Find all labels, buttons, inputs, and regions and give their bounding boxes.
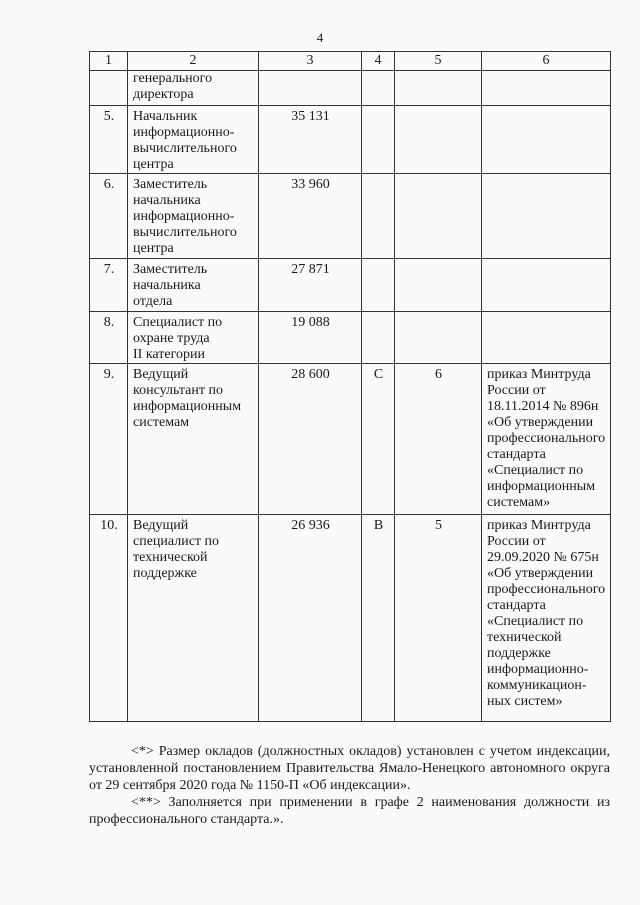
position-line: начальника — [133, 278, 201, 293]
standard-line: стандарта — [487, 598, 546, 613]
standard-line: системам» — [487, 495, 551, 510]
table-row — [90, 364, 611, 515]
salary-cell: 33 960 — [259, 174, 362, 259]
position-line: Начальник — [133, 109, 198, 124]
footnote-salary-indexation: <*> Размер окладов (должностных окладов) установлен с учетом индексации, установленной постановлением Правительства Ямало-Ненецкого автономного округа от 29 сентября 2020 года № 1150-П «Об индексации». — [89, 744, 610, 793]
col5-cell — [395, 106, 482, 174]
standard-line: информационно- — [487, 662, 589, 677]
position-line: центра — [133, 157, 174, 172]
position-line: охране труда — [133, 331, 210, 346]
standard-cell — [482, 364, 611, 515]
col4-cell: В — [362, 515, 395, 722]
salary-cell: 19 088 — [259, 312, 362, 364]
header-cell: 5 — [395, 52, 482, 71]
col4-cell: С — [362, 364, 395, 515]
header-cell: 3 — [259, 52, 362, 71]
header-cell: 2 — [128, 52, 259, 71]
col4-cell — [362, 106, 395, 174]
standard-line: России от — [487, 534, 546, 549]
standard-line: коммуникацион- — [487, 678, 587, 693]
position-line: центра — [133, 241, 174, 256]
table-row — [90, 312, 611, 364]
position-cell — [128, 106, 259, 174]
standard-line: «Специалист по — [487, 463, 584, 478]
standard-line: «Об утверждении — [487, 415, 594, 430]
col5-cell — [395, 71, 482, 106]
table-header-row — [90, 52, 611, 71]
footnote-professional-standard: <**> Заполняется при применении в графе 2 наименования должности из профессионального стандарта.». — [89, 795, 610, 827]
position-line: информационно- — [133, 125, 235, 140]
position-line: информационно- — [133, 209, 235, 224]
position-line: Специалист по — [133, 315, 223, 330]
salary-cell: 26 936 — [259, 515, 362, 722]
col4-cell — [362, 71, 395, 106]
position-line: Заместитель — [133, 177, 208, 192]
position-cell — [128, 364, 259, 515]
standard-line: приказ Минтруда — [487, 367, 591, 382]
standard-line: поддержке — [487, 646, 551, 661]
position-cell — [128, 259, 259, 312]
standard-line: стандарта — [487, 447, 546, 462]
position-line: II категории — [133, 347, 205, 362]
standard-line: приказ Минтруда — [487, 518, 591, 533]
position-line: технической — [133, 550, 208, 565]
position-line: отдела — [133, 294, 173, 309]
standard-line: «Специалист по — [487, 614, 584, 629]
row-number-cell: 10. — [90, 515, 128, 722]
standard-line: «Об утверждении — [487, 566, 594, 581]
col5-cell: 6 — [395, 364, 482, 515]
row-number-cell: 5. — [90, 106, 128, 174]
row-number-cell: 8. — [90, 312, 128, 364]
row-number-cell — [90, 71, 128, 106]
standard-line: ных систем» — [487, 694, 563, 709]
standard-cell — [482, 106, 611, 174]
position-line: вычислительного — [133, 225, 237, 240]
table-row — [90, 515, 611, 722]
standard-line: России от — [487, 383, 546, 398]
position-line: вычислительного — [133, 141, 237, 156]
page-number: 4 — [316, 30, 324, 45]
col4-cell — [362, 174, 395, 259]
position-line: специалист по — [133, 534, 220, 549]
standard-cell — [482, 71, 611, 106]
table-row — [90, 259, 611, 312]
position-line: начальника — [133, 193, 201, 208]
position-cell — [128, 312, 259, 364]
col4-cell — [362, 259, 395, 312]
standard-line: технической — [487, 630, 562, 645]
standard-line: профессионального — [487, 582, 606, 597]
position-line: консультант по — [133, 383, 223, 398]
standard-cell — [482, 174, 611, 259]
standard-cell — [482, 259, 611, 312]
position-cell — [128, 71, 259, 106]
standard-line: 29.09.2020 № 675н — [487, 550, 599, 565]
row-number-cell: 6. — [90, 174, 128, 259]
position-cell — [128, 515, 259, 722]
col5-cell: 5 — [395, 515, 482, 722]
standard-line: 18.11.2014 № 896н — [487, 399, 599, 414]
header-cell: 1 — [90, 52, 128, 71]
position-line: директора — [133, 87, 194, 102]
position-line: Заместитель — [133, 262, 208, 277]
row-number-cell: 7. — [90, 259, 128, 312]
col5-cell — [395, 259, 482, 312]
position-line: системам — [133, 415, 190, 430]
position-line: информационным — [133, 399, 242, 414]
salary-cell: 35 131 — [259, 106, 362, 174]
position-line: Ведущий — [133, 518, 189, 533]
standard-line: информационным — [487, 479, 596, 494]
table-row — [90, 174, 611, 259]
table-row-continuation — [90, 71, 611, 106]
col4-cell — [362, 312, 395, 364]
salary-cell: 27 871 — [259, 259, 362, 312]
row-number-cell: 9. — [90, 364, 128, 515]
standard-cell — [482, 515, 611, 722]
salary-cell: 28 600 — [259, 364, 362, 515]
header-cell: 4 — [362, 52, 395, 71]
header-cell: 6 — [482, 52, 611, 71]
table-row — [90, 106, 611, 174]
col5-cell — [395, 312, 482, 364]
col5-cell — [395, 174, 482, 259]
salary-cell — [259, 71, 362, 106]
positions-table — [89, 51, 611, 722]
standard-cell — [482, 312, 611, 364]
position-line: Ведущий — [133, 367, 189, 382]
standard-line: профессионального — [487, 431, 606, 446]
position-line: генерального — [133, 71, 213, 86]
position-line: поддержке — [133, 566, 197, 581]
position-cell — [128, 174, 259, 259]
footnotes — [89, 743, 610, 828]
